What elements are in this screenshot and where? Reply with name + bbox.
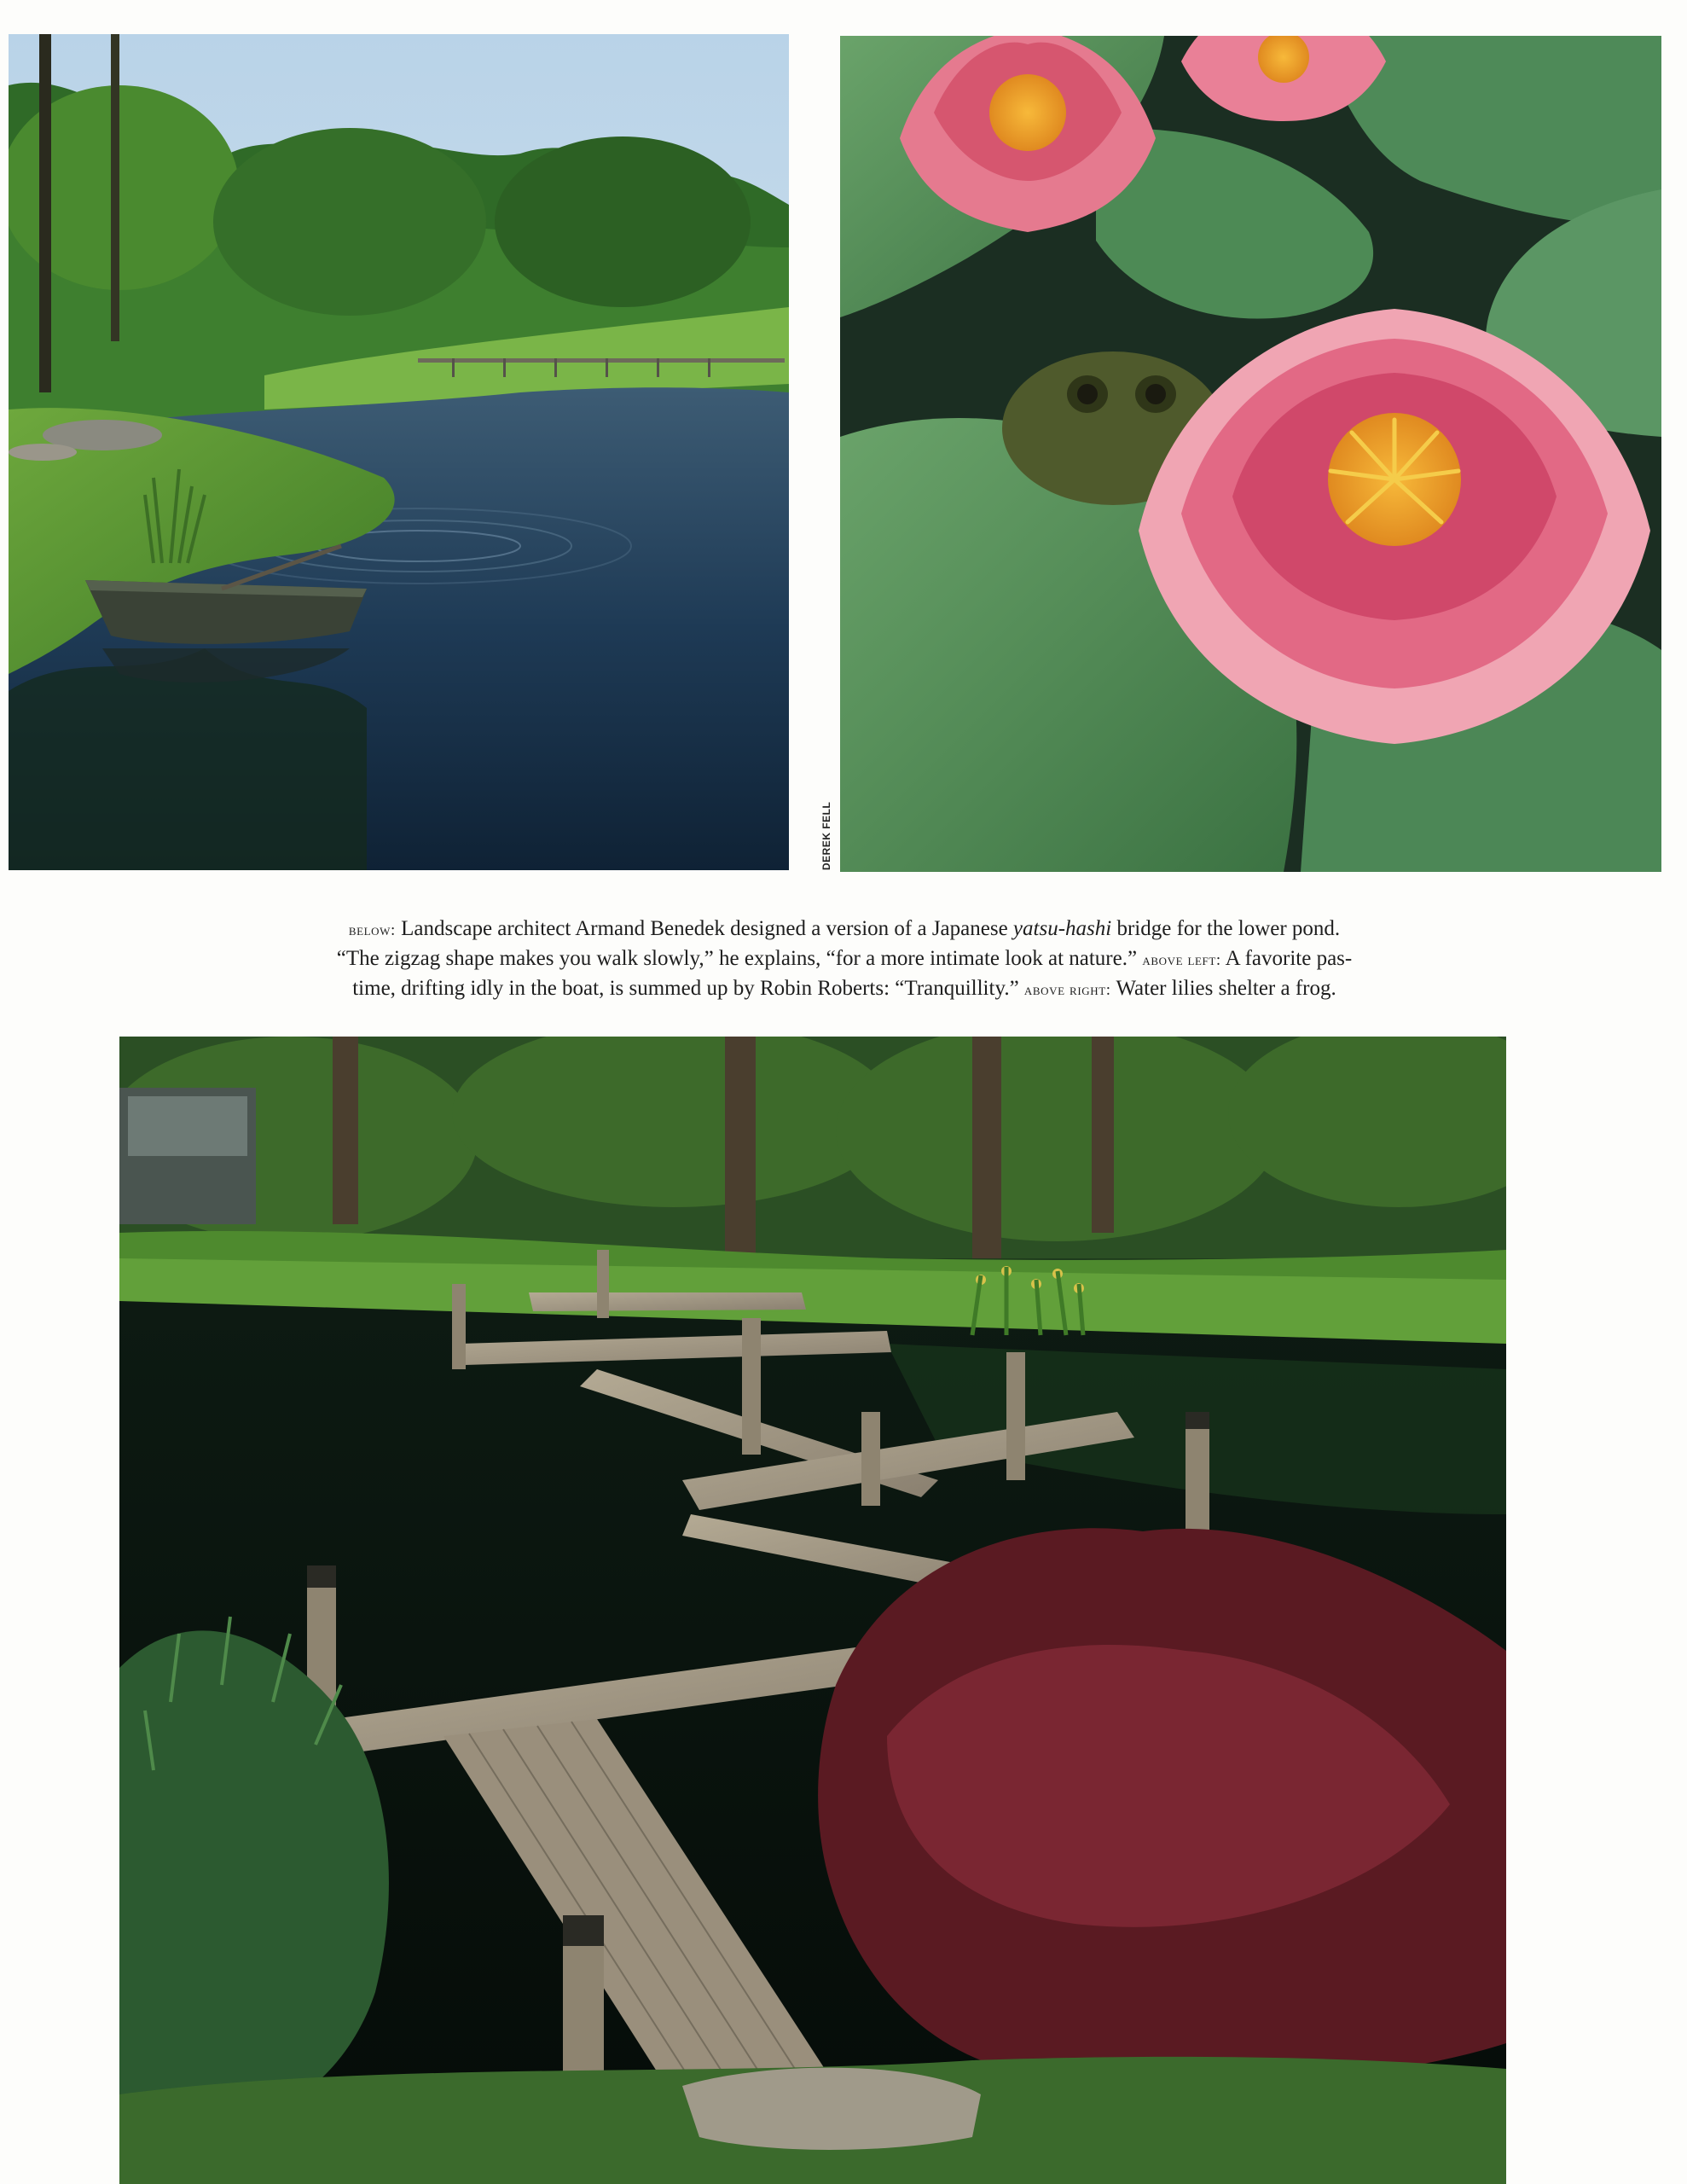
- zigzag-bridge-photo: [119, 1037, 1506, 2184]
- caption-text: Water lilies shelter a frog.: [1110, 977, 1336, 1000]
- caption-text: “The zigzag shape makes you walk slowly,” he explains, “for a more intimate look at nature.”: [336, 947, 1143, 970]
- pond-boat-photo: [9, 34, 789, 870]
- label-above-right: above right:: [1023, 981, 1111, 999]
- water-lilies-illustration: [840, 36, 1661, 872]
- photo-credit: DEREK FELL: [820, 801, 832, 870]
- caption: [136, 915, 1552, 1004]
- water-lilies-photo: [840, 36, 1661, 872]
- caption-italic-term: yatsu-hashi: [1012, 917, 1112, 940]
- zigzag-bridge-illustration: [119, 1037, 1506, 2184]
- caption-text: Landscape architect Armand Benedek designed a version of a Japanese: [395, 917, 1013, 940]
- caption-text: A favorite pas-: [1220, 947, 1353, 970]
- caption-text: time, drifting idly in the boat, is summed up by Robin Roberts: “Tranquillity.”: [352, 977, 1024, 1000]
- caption-line-2: [136, 944, 1552, 974]
- caption-line-3: [136, 974, 1552, 1004]
- caption-text: bridge for the lower pond.: [1111, 917, 1341, 940]
- label-above-left: above left:: [1142, 951, 1221, 969]
- label-below: below:: [348, 921, 396, 939]
- pond-boat-illustration: [9, 34, 789, 870]
- caption-line-1: [136, 915, 1552, 944]
